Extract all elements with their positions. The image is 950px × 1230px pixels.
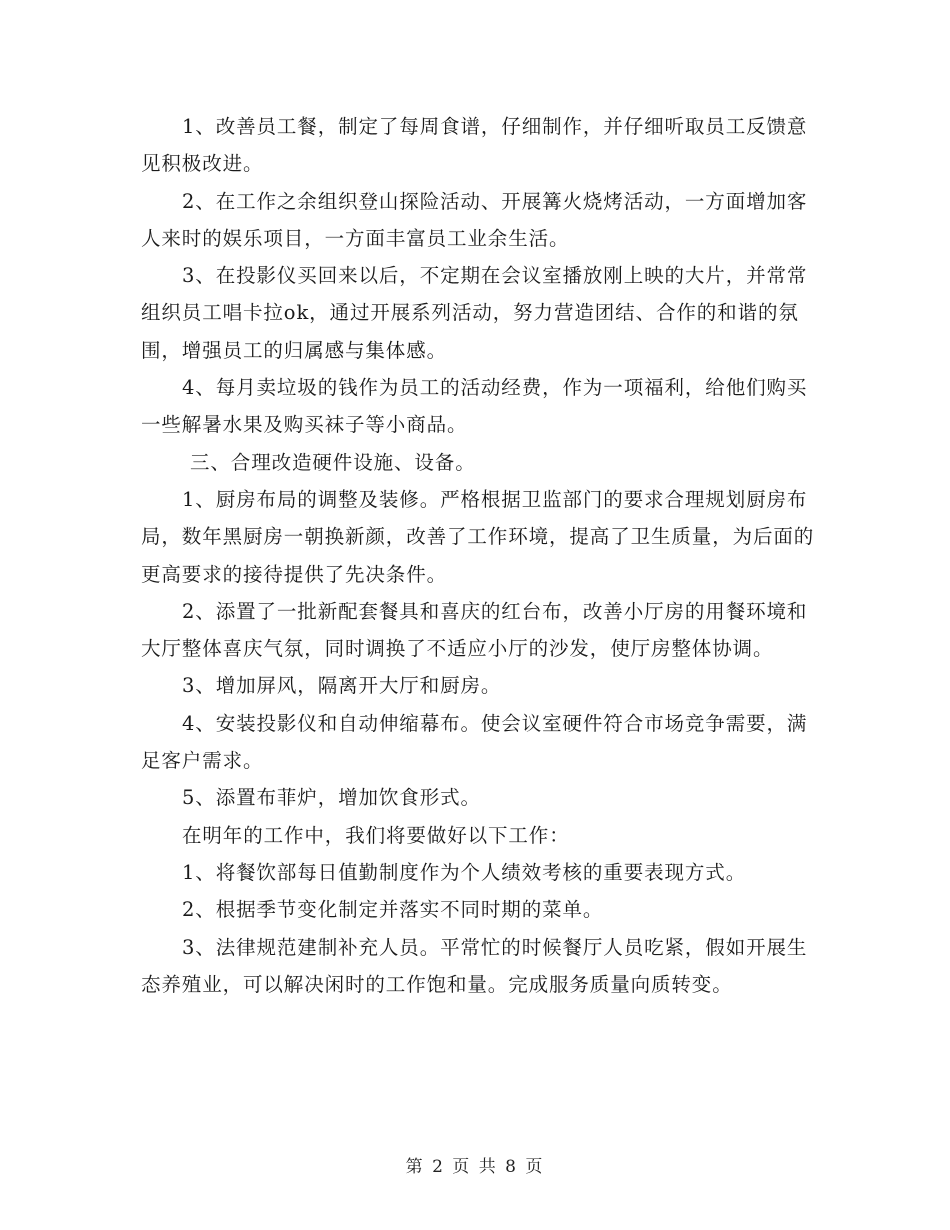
paragraph-duty-system: 1、将餐饮部每日值勤制度作为个人绩效考核的重要表现方式。 xyxy=(182,860,747,884)
paragraph-projector-activities: 3、在投影仪买回来以后，不定期在会议室播放刚上映的大片，并常常组织员工唱卡拉ok，通过开展系列活动，努力营造团结、合作的和谐的氛围，增强员工的归属感与集体感。 xyxy=(141,264,808,362)
paragraph-screens: 3、增加屏风，隔离开大厅和厨房。 xyxy=(182,674,502,698)
page-number-footer: 第 2 页 共 8 页 xyxy=(405,1157,545,1177)
paragraph-next-year-intro: 在明年的工作中，我们将要做好以下工作： xyxy=(182,823,570,847)
paragraph-staffing: 3、法律规范建制补充人员。平常忙的时候餐厅人员吃紧，假如开展生态养殖业，可以解决闲时的工作饱和量。完成服务质量向质转变。 xyxy=(141,935,808,996)
paragraph-outdoor-activities: 2、在工作之余组织登山探险活动、开展篝火烧烤活动，一方面增加客人来时的娱乐项目，一方面丰富员工业余生活。 xyxy=(141,189,808,250)
section-heading-hardware: 三、合理改造硬件设施、设备。 xyxy=(190,450,476,474)
paragraph-kitchen-renovation: 1、厨房布局的调整及装修。严格根据卫监部门的要求合理规划厨房布局，数年黑厨房一朝换新颜，改善了工作环境，提高了卫生质量，为后面的更高要求的接待提供了先决条件。 xyxy=(141,487,815,586)
paragraph-staff-meals: 1、改善员工餐，制定了每周食谱，仔细制作，并仔细听取员工反馈意见积极改进。 xyxy=(141,115,808,176)
paragraph-projector-install: 4、安装投影仪和自动伸缩幕布。使会议室硬件符合市场竞争需要，满足客户需求。 xyxy=(141,711,808,773)
paragraph-seasonal-menu: 2、根据季节变化制定并落实不同时期的菜单。 xyxy=(182,898,604,922)
paragraph-buffet: 5、添置布菲炉，增加饮食形式。 xyxy=(182,786,481,810)
document-body xyxy=(141,108,821,1003)
paragraph-activity-funds: 4、每月卖垃圾的钱作为员工的活动经费，作为一项福利，给他们购买一些解暑水果及购买袜子等小商品。 xyxy=(141,376,808,437)
paragraph-tableware: 2、添置了一批新配套餐具和喜庆的红台布，改善小厅房的用餐环境和大厅整体喜庆气氛，同时调换了不适应小厅的沙发，使厅房整体协调。 xyxy=(141,599,808,661)
